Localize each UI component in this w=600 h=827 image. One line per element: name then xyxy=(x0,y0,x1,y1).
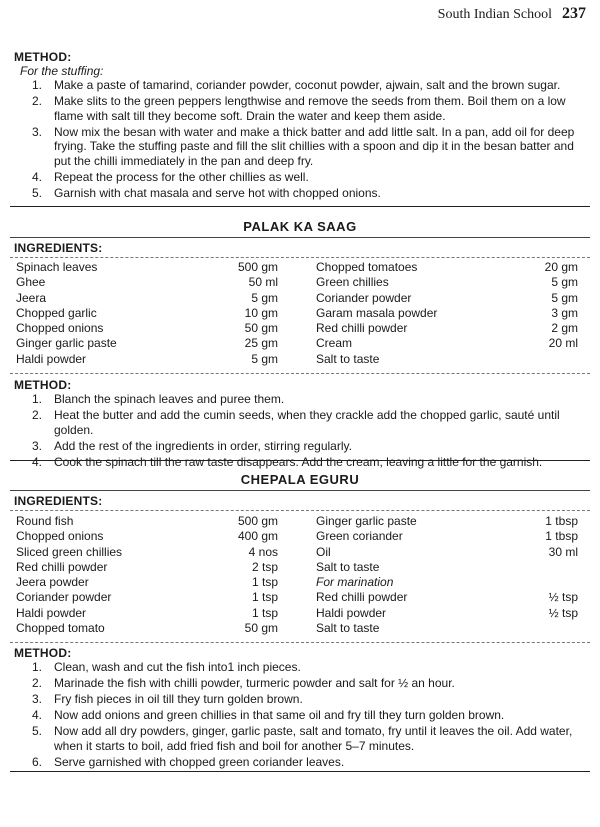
ingredients-table xyxy=(16,514,578,636)
ingredients-table xyxy=(16,260,578,367)
method-step: 4. Cook the spinach till the raw taste disappears. Add the cream, leaving a little for the garnish. xyxy=(32,454,543,469)
method-heading: METHOD: xyxy=(14,646,72,660)
ingredient-row: Jeera powder 1 tsp xyxy=(16,575,278,590)
section-divider xyxy=(10,460,590,461)
method-steps xyxy=(14,660,588,769)
ingredient-row: Salt to taste xyxy=(316,351,380,366)
palak-method xyxy=(14,378,588,471)
stuffing-method xyxy=(14,50,588,202)
method-step: 2. Make slits to the green peppers lengthwise and remove the seeds from them. Boil them on a low flame with salt till they become soft. Drain the water and keep them aside. xyxy=(32,94,566,123)
ingredient-row: Jeera 5 gm xyxy=(16,290,278,305)
ingredient-row: Spinach leaves 500 gm xyxy=(16,260,278,274)
method-rule xyxy=(10,642,590,643)
section-divider xyxy=(10,771,590,772)
ingredient-row: Green coriander 1 tbsp xyxy=(316,529,578,544)
ingredient-row: Red chilli powder 2 gm xyxy=(316,321,578,336)
method-step: 3. Now mix the besan with water and make a thick batter and add little salt. In a pan, add oil for deep frying. Take the stuffing paste and fill the slit chillies with a spoon and dip it in the besan batter and put the chilli immediately in the pan and deep fry. xyxy=(32,124,575,168)
ingredients-right-column xyxy=(316,260,578,367)
ingredient-row: Red chilli powder 2 tsp xyxy=(16,559,278,574)
ingredient-row: Round fish 500 gm xyxy=(16,514,278,528)
ingredient-row: Ghee 50 ml xyxy=(16,275,278,290)
chepala-method xyxy=(14,646,588,771)
ingredients-left-column xyxy=(16,514,278,636)
marination-subheading: For marination xyxy=(316,575,394,590)
ingredient-row: Garam masala powder 3 gm xyxy=(316,305,578,320)
method-step: 1. Clean, wash and cut the fish into1 inch pieces. xyxy=(32,660,301,674)
method-step: 2. Marinade the fish with chilli powder, turmeric powder and salt for ½ an hour. xyxy=(32,676,455,690)
ingredient-row: Salt to taste xyxy=(316,621,380,636)
method-step: 3. Add the rest of the ingredients in order, stirring regularly. xyxy=(32,438,352,453)
page-header xyxy=(438,5,586,23)
ingredients-left-column xyxy=(16,260,278,367)
ingredients-rule xyxy=(10,257,590,258)
ingredients-heading: INGREDIENTS: xyxy=(14,241,103,255)
method-rule xyxy=(10,373,590,374)
ingredient-row: Chopped tomato 50 gm xyxy=(16,621,278,636)
method-steps xyxy=(14,392,588,469)
method-step: 4. Now add onions and green chillies in that same oil and fry till they turn golden brown. xyxy=(32,708,505,722)
ingredient-row: Haldi powder ½ tsp xyxy=(316,605,578,620)
ingredient-row: Chopped onions 400 gm xyxy=(16,529,278,544)
ingredient-row: Red chilli powder ½ tsp xyxy=(316,590,578,605)
recipe-title: CHEPALA EGURU xyxy=(240,472,360,487)
page-number: 237 xyxy=(562,5,586,22)
ingredient-row: Salt to taste xyxy=(316,559,380,574)
ingredient-row: Ginger garlic paste 25 gm xyxy=(16,336,278,351)
ingredient-row: Oil 30 ml xyxy=(316,544,578,559)
stuffing-subheading: For the stuffing: xyxy=(20,64,104,78)
ingredient-row: Chopped garlic 10 gm xyxy=(16,305,278,320)
method-step: 5. Garnish with chat masala and serve hot with chopped onions. xyxy=(32,185,381,200)
ingredient-row: Coriander powder 1 tsp xyxy=(16,590,278,605)
running-head: South Indian School xyxy=(437,7,552,22)
method-heading: METHOD: xyxy=(14,50,72,64)
method-step: 4. Repeat the process for the other chillies as well. xyxy=(32,169,309,184)
ingredient-row: Coriander powder 5 gm xyxy=(316,290,578,305)
ingredients-right-column xyxy=(316,514,578,636)
ingredient-row: Ginger garlic paste 1 tbsp xyxy=(316,514,578,528)
title-rule xyxy=(10,237,590,238)
method-step: 1. Make a paste of tamarind, coriander powder, coconut powder, ajwain, salt and the brown sugar. xyxy=(32,78,561,92)
ingredient-row: Green chillies 5 gm xyxy=(316,275,578,290)
ingredient-row: Sliced green chillies 4 nos xyxy=(16,544,278,559)
ingredient-row: Haldi powder 5 gm xyxy=(16,351,278,366)
ingredient-row xyxy=(316,575,578,590)
recipe-title: PALAK KA SAAG xyxy=(243,219,357,234)
title-rule xyxy=(10,490,590,491)
ingredients-heading: INGREDIENTS: xyxy=(14,494,103,508)
method-step: 6. Serve garnished with chopped green coriander leaves. xyxy=(32,754,345,769)
method-steps xyxy=(14,78,588,200)
ingredient-row: Haldi powder 1 tsp xyxy=(16,605,278,620)
method-step: 3. Fry fish pieces in oil till they turn golden brown. xyxy=(32,692,303,706)
ingredient-row: Chopped tomatoes 20 gm xyxy=(316,260,578,274)
section-divider xyxy=(10,206,590,207)
method-step: 2. Heat the butter and add the cumin seeds, when they crackle add the chopped garlic, sauté until golden. xyxy=(32,408,560,437)
method-step: 1. Blanch the spinach leaves and puree them. xyxy=(32,392,285,406)
method-heading: METHOD: xyxy=(14,378,72,392)
ingredients-rule xyxy=(10,510,590,511)
ingredient-row: Chopped onions 50 gm xyxy=(16,321,278,336)
ingredient-row: Cream 20 ml xyxy=(316,336,578,351)
method-step: 5. Now add all dry powders, ginger, garlic paste, salt and tomato, fry until it leaves the oil. Add water, when it starts to boil, add fried fish and boil for another 5–7 minutes. xyxy=(32,724,573,753)
